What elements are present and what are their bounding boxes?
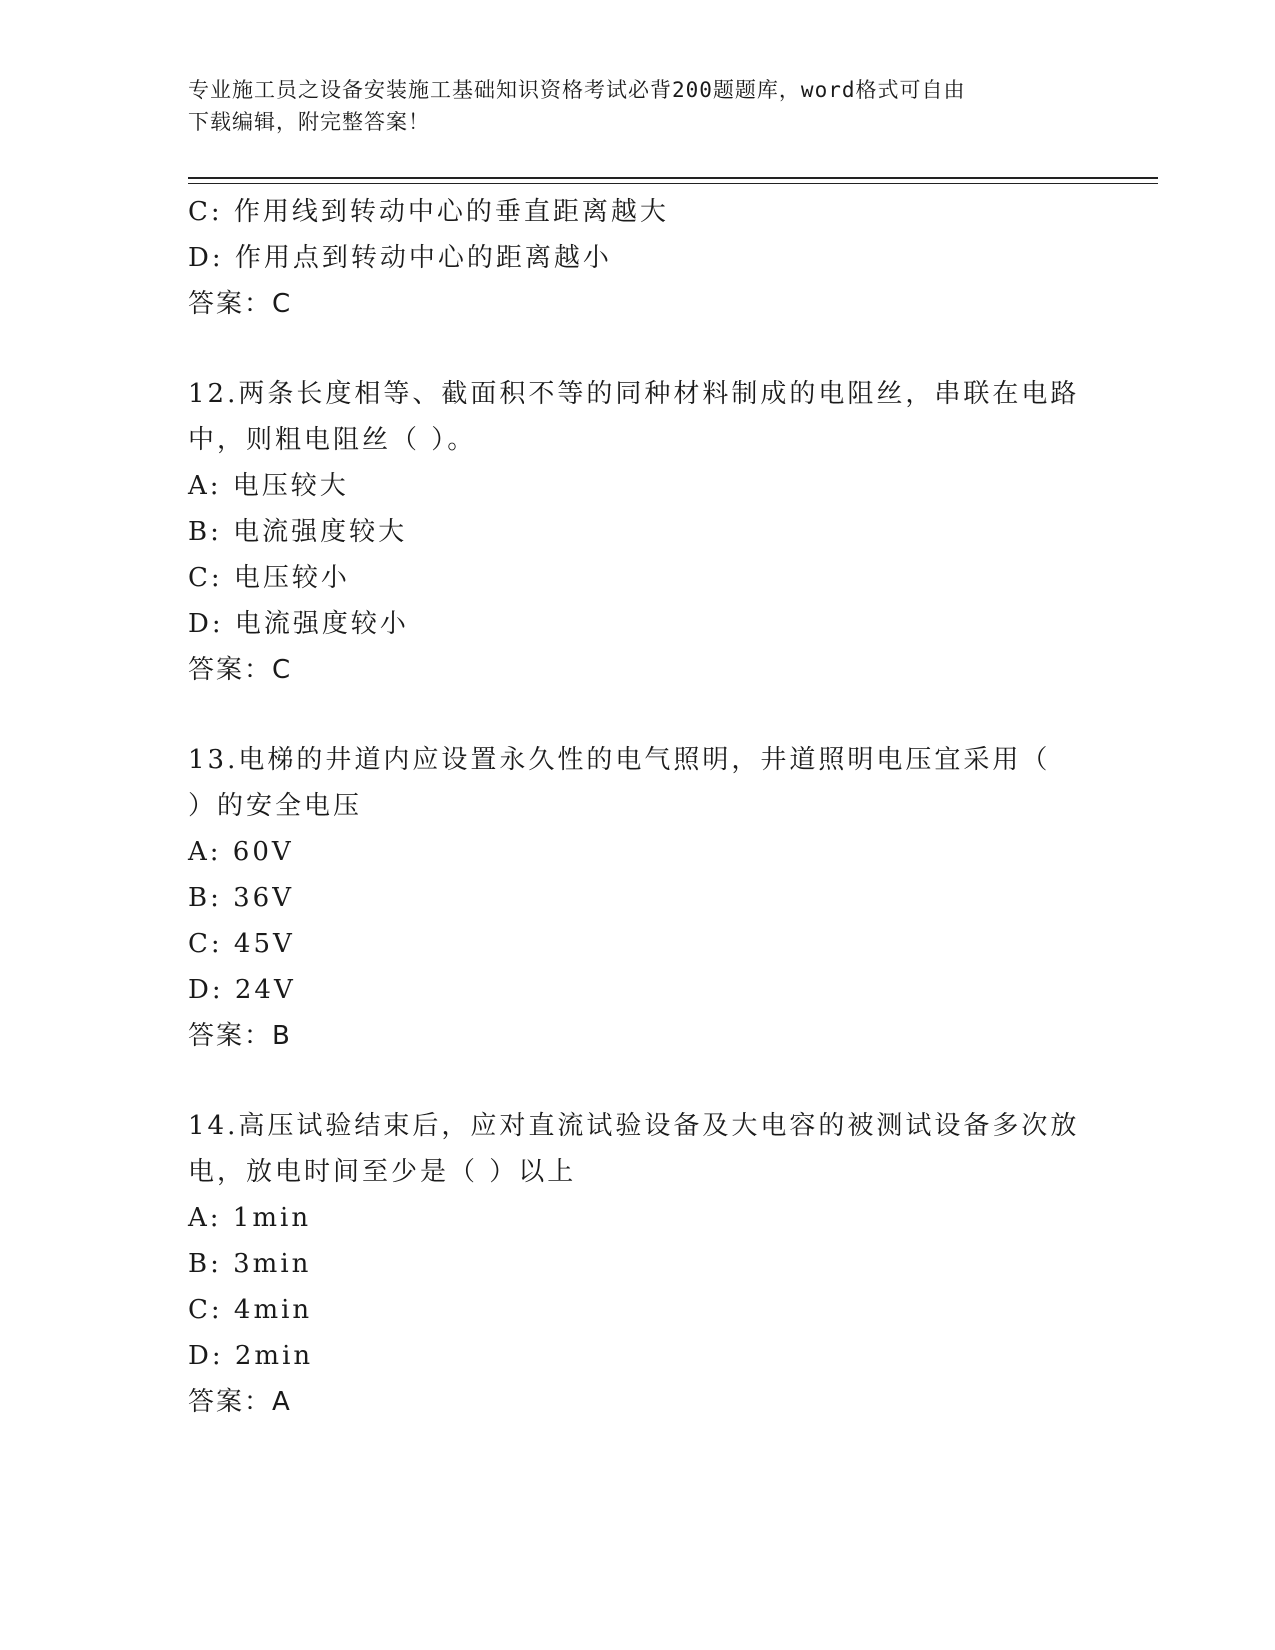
option-d: D: 作用点到转动中心的距离越小 <box>188 243 612 273</box>
option-b: B: 36V <box>188 883 294 913</box>
question-text-line-2: ）的安全电压 <box>188 791 363 821</box>
question-text-line-2: 中，则粗电阻丝（ ）。 <box>188 425 477 455</box>
option-c: C: 作用线到转动中心的垂直距离越大 <box>188 197 669 227</box>
header-line-2: 下载编辑，附完整答案！ <box>188 110 430 134</box>
option-d: D: 24V <box>188 975 296 1005</box>
option-a: A: 1min <box>188 1203 312 1233</box>
option-b: B: 3min <box>188 1249 312 1279</box>
page-header <box>188 74 1088 138</box>
question-text-line-1: 12.两条长度相等、截面积不等的同种材料制成的电阻丝，串联在电路 <box>188 379 1080 409</box>
option-b: B: 电流强度较大 <box>188 517 408 547</box>
option-d: D: 2min <box>188 1341 314 1371</box>
document-body <box>188 189 1088 1425</box>
answer-line: 答案：B <box>188 1021 292 1051</box>
header-divider <box>188 177 1158 184</box>
answer-line: 答案：C <box>188 655 293 685</box>
answer-line: 答案：C <box>188 289 293 319</box>
header-line-1: 专业施工员之设备安装施工基础知识资格考试必背200题题库，word格式可自由 <box>188 78 966 102</box>
question-14 <box>188 1103 1088 1425</box>
option-d: D: 电流强度较小 <box>188 609 409 639</box>
option-c: C: 电压较小 <box>188 563 350 593</box>
question-text-line-1: 14.高压试验结束后，应对直流试验设备及大电容的被测试设备多次放 <box>188 1111 1080 1141</box>
question-text-line-1: 13.电梯的井道内应设置永久性的电气照明，井道照明电压宜采用（ <box>188 745 1051 775</box>
answer-line: 答案：A <box>188 1387 292 1417</box>
option-a: A: 60V <box>188 837 294 867</box>
option-c: C: 4min <box>188 1295 313 1325</box>
option-c: C: 45V <box>188 929 295 959</box>
option-a: A: 电压较大 <box>188 471 349 501</box>
question-12 <box>188 371 1088 693</box>
question-11-continued <box>188 189 1088 327</box>
question-13 <box>188 737 1088 1059</box>
question-text-line-2: 电，放电时间至少是（ ）以上 <box>188 1157 577 1187</box>
